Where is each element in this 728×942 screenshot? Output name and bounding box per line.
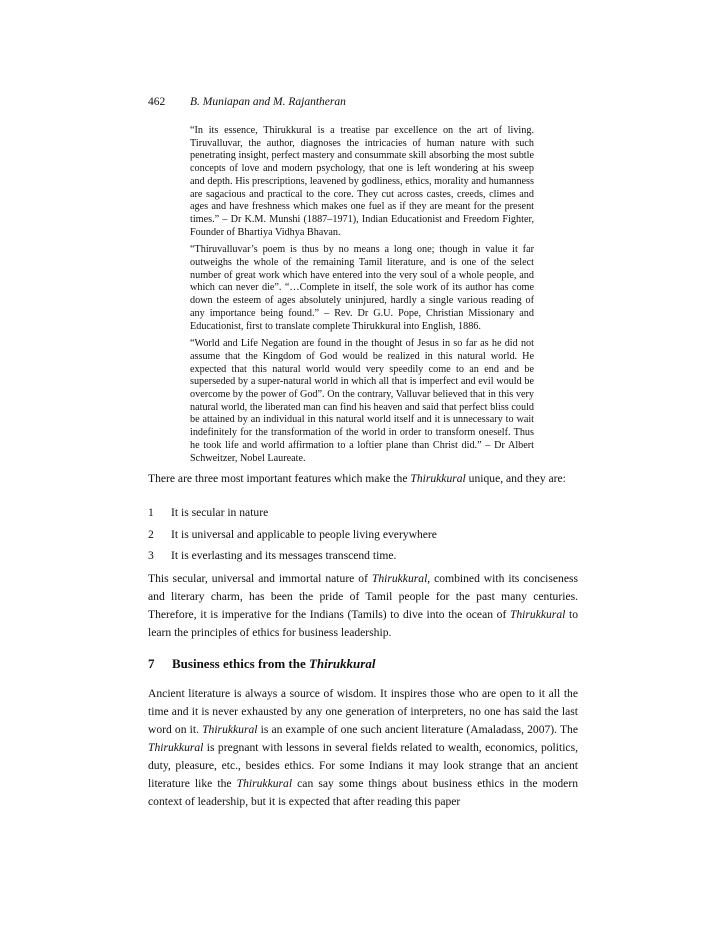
list-item-text: It is universal and applicable to people living everywhere [171, 527, 437, 541]
section-heading [148, 656, 375, 672]
work-title: Thirukkural [148, 741, 204, 754]
closing-paragraph: This secular, universal and immortal nature of Thirukkural, combined with its conciseness and literary charm, has been the pride of Tamil people for the past many centuries. Therefore, it is imperative for the Indians (Tamils) to dive into the ocean of Thirukkural to learn the principles of ethics for business leadership. [148, 572, 579, 639]
work-title: Thirukkural [410, 472, 466, 485]
list-item [148, 547, 578, 565]
page-number: 462 [148, 96, 166, 108]
features-list [148, 504, 578, 569]
section-body-paragraph: Ancient literature is always a source of wisdom. It inspires those who are open to it all the time and it is never exhausted by any one generation of interpreters, no one has said the last word on it. Thirukkural is an example of one such ancient literature (Amaladass, 2007). The Thirukkural is pregnant with lessons in several fields related to wealth, economics, politics, duty, pleasure, etc., besides ethics. For some Indians it may look strange that an ancient literature like the Thirukkural can say some things about business ethics in the modern context of leadership, but it is expected that after reading this paper [148, 687, 578, 808]
list-item [148, 504, 578, 522]
work-title: Thirukkural [236, 777, 293, 790]
section-title: Business ethics from the [172, 656, 309, 671]
section-title-italic: Thirukkural [308, 656, 376, 671]
list-item-text: It is everlasting and its messages transcend time. [171, 549, 397, 562]
work-title: Thirukkural [202, 723, 258, 736]
quote-schweitzer: “World and Life Negation are found in the thought of Jesus in so far as he did not assume that the Kingdom of God would be realized in this natural world. He expected that this natural world would very speedily come to an end and be superseded by a super-natural world in which all that is imperfect and evil would be overcome by the power of God”. On the contrary, Valluvar believed that in this very natural world, the liberated man can find his heaven and said that perfect bliss could be attained by an individual in this natural world itself and it is unnecessary to wait indefinitely for the transformation of the world in order to transform oneself. Thus he took life and world affirmation to a loftier plane than Christ did.” – Dr Albert Schweitzer, Nobel Laureate. [190, 338, 534, 464]
quote-pope: “Thiruvalluvar’s poem is thus by no means a long one; though in value it far outweighs the whole of the remaining Tamil literature, and is one of the select number of great work which have entered into the very soul of a whole people, and which can never die”. “…Complete in itself, the sole work of its author has come down the esteem of ages absolutely uninjured, hardly a single various reading of any importance being found.” – Rev. Dr G.U. Pope, Christian Missionary and Educationist, first to translate complete Thirukkural into English, 1886. [190, 244, 534, 332]
work-title: Thirukkural [371, 572, 428, 585]
list-item-number: 3 [148, 549, 154, 562]
list-item-text: It is secular in nature [171, 506, 269, 519]
work-title: Thirukkural [509, 608, 566, 621]
list-item-number: 1 [148, 506, 154, 519]
list-item-number: 2 [148, 527, 154, 541]
quote-munshi: “In its essence, Thirukkural is a treatise par excellence on the art of living. Tiruvalluvar, the author, diagnoses the intricacies of human nature with such penetrating insight, perfect mastery and consummate skill absorbing the most subtle concepts of love and modern psychology, that one is left wondering at his sweep and depth. His prescriptions, leavened by godliness, ethics, morality and humanness are sagacious and practical to the core. They cut across castes, creeds, climes and ages and have freshness which makes one fuel as if they are meant for the present times.” – Dr K.M. Munshi (1887–1971), Indian Educationist and Freedom Fighter, Founder of Bhartiya Vidhya Bhavan. [190, 125, 534, 238]
list-item [148, 526, 578, 544]
section-number: 7 [148, 656, 155, 671]
intro-paragraph: There are three most important features which make the Thirukkural unique, and they are: [148, 472, 566, 485]
running-header-authors: B. Muniapan and M. Rajantheran [190, 96, 346, 108]
block-quotes [190, 125, 534, 470]
